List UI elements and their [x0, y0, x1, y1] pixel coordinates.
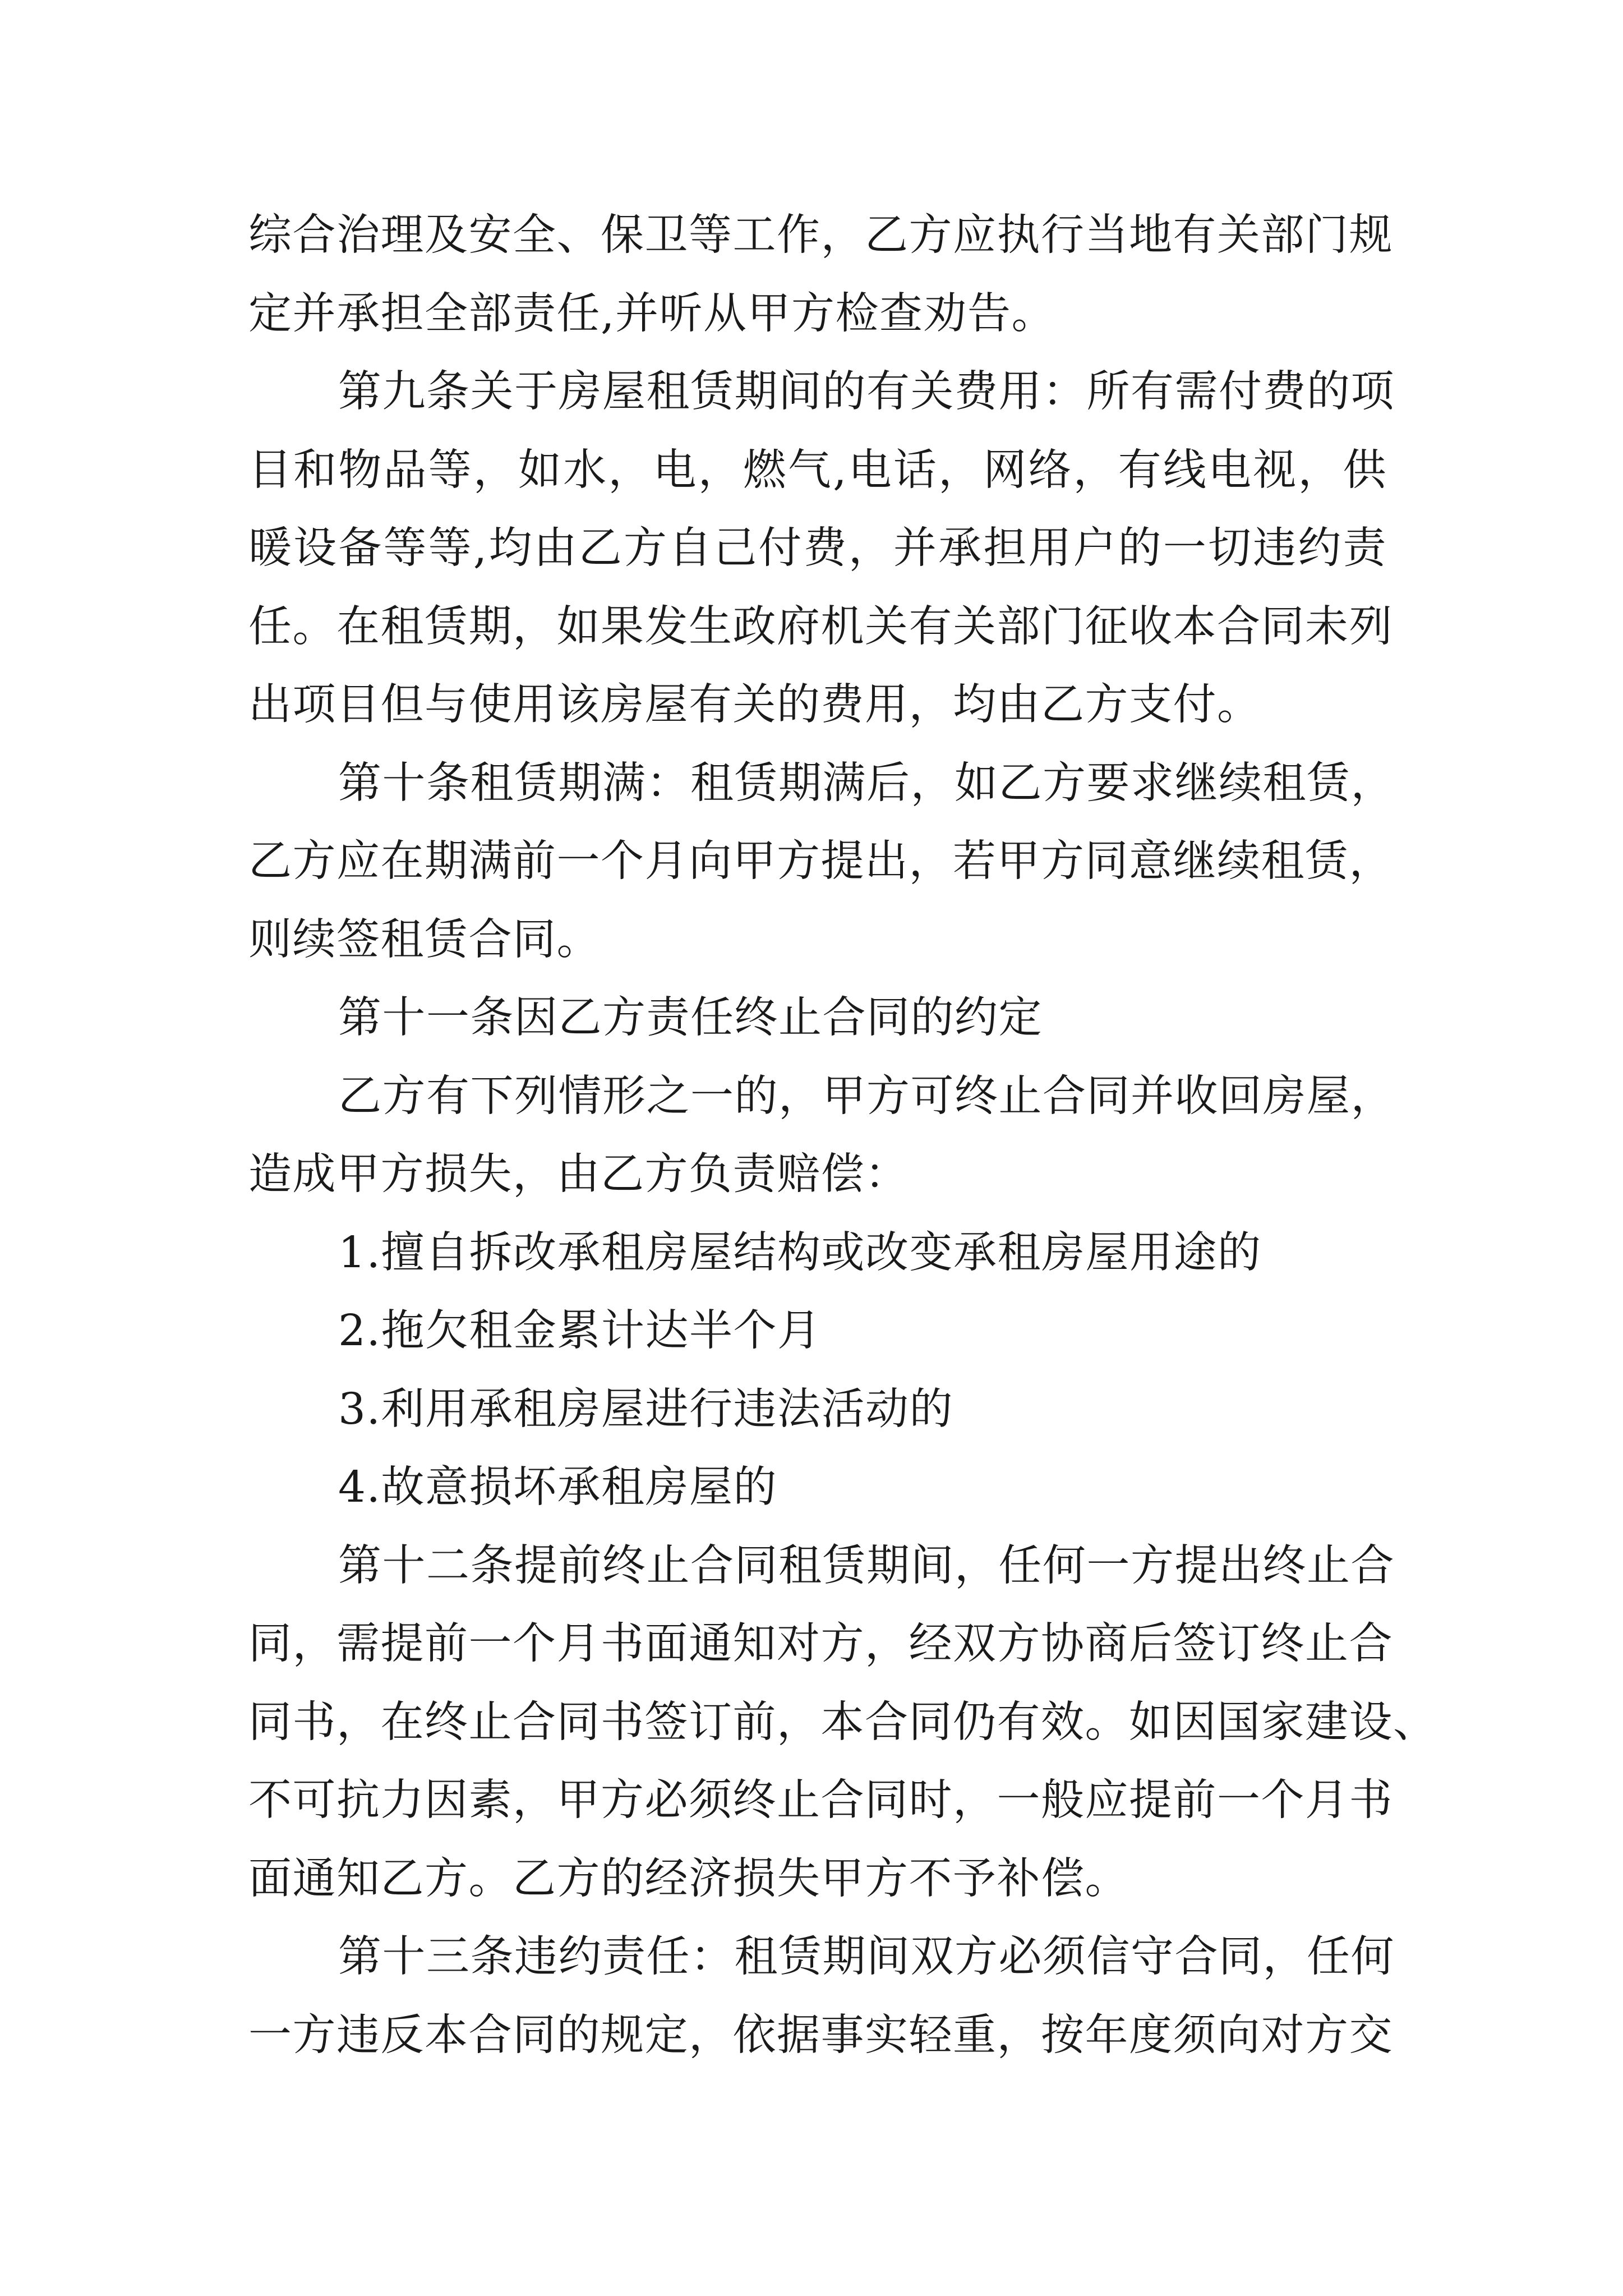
article-13-heading-line: 第十三条违约责任：租赁期间双方必须信守合同，任何: [338, 1932, 1395, 1982]
text-line: 暖设备等等,均由乙方自己付费，并承担用户的一切违约责: [248, 523, 1387, 573]
text-line: 综合治理及安全、保卫等工作，乙方应执行当地有关部门规: [248, 210, 1393, 260]
list-item: 4.故意损坏承租房屋的: [338, 1462, 777, 1512]
text-line: 出项目但与使用该房屋有关的费用，均由乙方支付。: [248, 680, 1261, 730]
article-9-heading-line: 第九条关于房屋租赁期间的有关费用：所有需付费的项: [338, 367, 1395, 417]
list-item: 2.拖欠租金累计达半个月: [338, 1306, 822, 1356]
list-item: 1.擅自拆改承租房屋结构或改变承租房屋用途的: [338, 1227, 1262, 1278]
article-12-heading-line: 第十二条提前终止合同租赁期间，任何一方提出终止合: [338, 1540, 1395, 1591]
list-item: 3.利用承租房屋进行违法活动的: [338, 1384, 953, 1434]
text-line: 同，需提前一个月书面通知对方，经双方协商后签订终止合: [248, 1619, 1393, 1669]
text-line: 一方违反本合同的规定，依据事实轻重，按年度须向对方交: [248, 2010, 1393, 2060]
text-line: 不可抗力因素，甲方必须终止合同时，一般应提前一个月书: [248, 1775, 1393, 1825]
article-11-heading-line: 第十一条因乙方责任终止合同的约定: [338, 993, 1043, 1043]
text-line: 面通知乙方。乙方的经济损失甲方不予补偿。: [248, 1853, 1129, 1904]
text-line: 任。在租赁期，如果发生政府机关有关部门征收本合同未列: [248, 601, 1393, 652]
text-line: 造成甲方损失，由乙方负责赔偿：: [248, 1149, 909, 1199]
text-line: 乙方应在期满前一个月向甲方提出，若甲方同意继续租赁，: [248, 836, 1393, 886]
text-line: 同书，在终止合同书签订前，本合同仍有效。如因国家建设、: [248, 1697, 1437, 1747]
text-line: 目和物品等，如水，电，燃气,电话，网络，有线电视，供: [248, 445, 1387, 495]
text-line: 定并承担全部责任,并听从甲方检查劝告。: [248, 288, 1055, 339]
contract-body-text: [248, 196, 1437, 2074]
article-10-heading-line: 第十条租赁期满：租赁期满后，如乙方要求继续租赁，: [338, 758, 1395, 808]
text-line: 乙方有下列情形之一的，甲方可终止合同并收回房屋，: [338, 1071, 1395, 1121]
text-line: 则续签租赁合同。: [248, 914, 601, 965]
